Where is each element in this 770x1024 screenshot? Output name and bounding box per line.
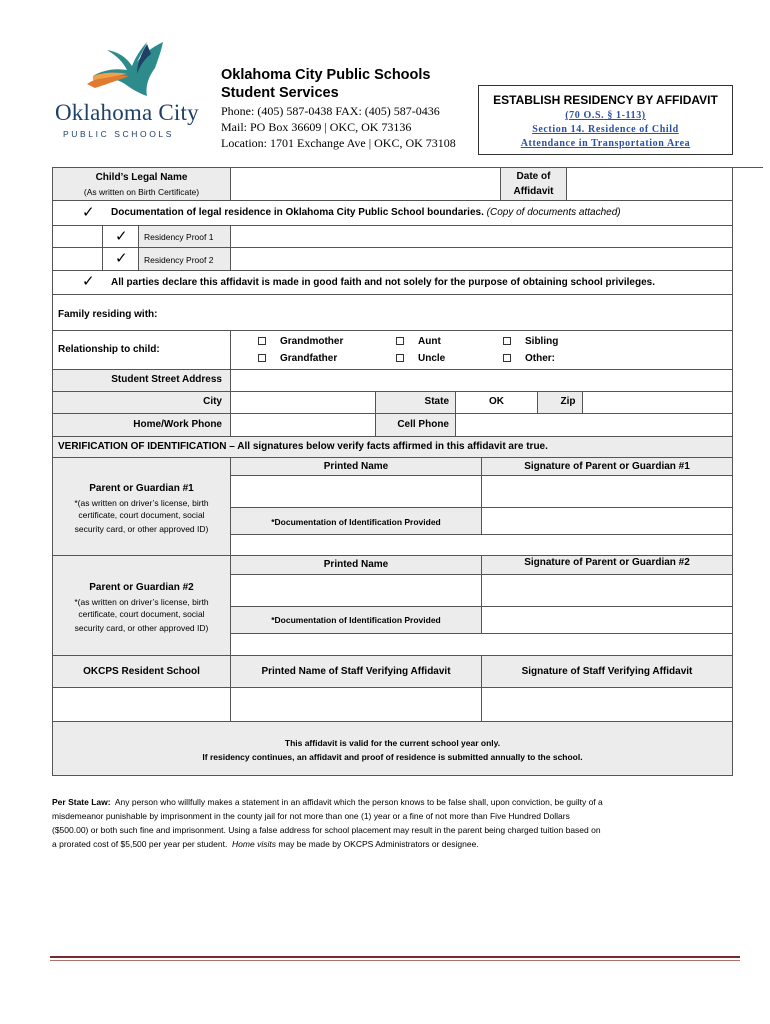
logo-name: Oklahoma City	[55, 100, 199, 125]
resident-school-input[interactable]	[52, 687, 231, 722]
pg1-sig-input[interactable]	[481, 475, 733, 508]
phone-label: Home/Work Phone	[133, 419, 222, 430]
aunt-checkbox[interactable]	[396, 337, 404, 345]
city-input[interactable]	[230, 391, 376, 414]
pg2-sig-input[interactable]	[481, 574, 733, 607]
doc-text: Documentation of legal residence in Oklahoma City Public School boundaries. (Copy of documents attached)	[111, 207, 621, 218]
statute-link[interactable]: (70 O.S. § 1-113)	[565, 110, 646, 121]
proof2-input[interactable]	[230, 247, 733, 271]
staff-name-input[interactable]	[230, 687, 482, 722]
uncle-label: Uncle	[418, 353, 446, 364]
date-label-1: Date of	[516, 171, 551, 182]
home-visits: Home visits	[232, 839, 276, 849]
resident-school-label: OKCPS Resident School	[83, 666, 200, 677]
proof1-input[interactable]	[230, 225, 733, 248]
state-label: State	[424, 396, 449, 407]
doc-italic: (Copy of documents attached)	[486, 207, 621, 218]
pg1-printed-name-label: Printed Name	[323, 461, 389, 472]
other-checkbox[interactable]	[503, 354, 511, 362]
header-location: Location: 1701 Exchange Ave | OKC, OK 73108	[221, 136, 456, 150]
logo-sub: PUBLIC SCHOOLS	[63, 129, 175, 139]
child-name-sub: (As written on Birth Certificate)	[83, 187, 200, 197]
relationship-label: Relationship to child:	[58, 344, 160, 355]
law-line-4: a prorated cost of $5,500 per year per student. Home visits may be made by OKCPS Administrators or designee.	[52, 839, 479, 849]
pg1-label: Parent or Guardian #1	[89, 483, 194, 494]
cell-label: Cell Phone	[397, 419, 449, 430]
grandmother-checkbox[interactable]	[258, 337, 266, 345]
family-label: Family residing with:	[58, 309, 158, 320]
staff-name-label: Printed Name of Staff Verifying Affidavit	[261, 666, 451, 677]
cell-input[interactable]	[455, 413, 733, 437]
zip-input[interactable]	[582, 391, 733, 414]
dept-name: Student Services	[221, 85, 339, 101]
pg1-printed-name-input[interactable]	[230, 475, 482, 508]
pg1-note-1: *(as written on driver’s license, birth	[74, 498, 209, 508]
other-label: Other:	[525, 353, 555, 364]
footer-rule	[50, 956, 740, 958]
sibling-checkbox[interactable]	[503, 337, 511, 345]
declare-text: All parties declare this affidavit is made in good faith and not solely for the purpose of obtaining school privileges.	[111, 277, 655, 288]
form-title: ESTABLISH RESIDENCY BY AFFIDAVIT	[493, 93, 718, 107]
header-rule	[733, 167, 763, 168]
title-box	[478, 85, 733, 155]
pg1-doc-input[interactable]	[481, 507, 733, 535]
proof-left-1	[52, 225, 103, 248]
state-value: OK	[489, 396, 504, 407]
grandfather-checkbox[interactable]	[258, 354, 266, 362]
pg1-doc-input-2[interactable]	[230, 534, 733, 556]
valid-line-2: If residency continues, an affidavit and proof of residence is submitted annually to the school.	[202, 752, 583, 762]
pg2-note-1: *(as written on driver’s license, birth	[74, 597, 209, 607]
attendance-link[interactable]: Attendance in Transportation Area	[520, 138, 691, 149]
header-phone: Phone: (405) 587-0438 FAX: (405) 587-0436	[221, 104, 440, 118]
grandfather-label: Grandfather	[280, 353, 338, 364]
pg1-sig-label: Signature of Parent or Guardian #1	[524, 461, 690, 472]
law-line-3: ($500.00) or both such fine and imprisonment. Using a false address for school placement may result in the parent being charged tuition based on	[52, 825, 601, 835]
uncle-checkbox[interactable]	[396, 354, 404, 362]
verification-text: VERIFICATION OF IDENTIFICATION – All signatures below verify facts affirmed in this affidavit are true.	[58, 441, 548, 452]
staff-sig-input[interactable]	[481, 687, 733, 722]
pg2-note-2: certificate, court document, social	[78, 609, 205, 619]
city-label: City	[203, 396, 222, 407]
staff-sig-label: Signature of Staff Verifying Affidavit	[521, 666, 693, 677]
pg1-note-2: certificate, court document, social	[78, 510, 205, 520]
zip-label: Zip	[560, 396, 576, 407]
pg2-doc-input[interactable]	[481, 606, 733, 634]
proof-left-2	[52, 247, 103, 271]
street-input[interactable]	[230, 369, 733, 392]
law-label: Per State Law:	[52, 797, 111, 807]
pg2-doc-input-2[interactable]	[230, 633, 733, 656]
section-link[interactable]: Section 14. Residence of Child	[532, 124, 679, 135]
grandmother-label: Grandmother	[280, 336, 344, 347]
pg2-printed-name-label: Printed Name	[323, 559, 389, 570]
date-input[interactable]	[566, 167, 733, 201]
law-line-2: misdemeanor punishable by imprisonment in the county jail for not more than one (1) year or a fine of not more than Five Hundred Dollars	[52, 811, 570, 821]
proof2-label: Residency Proof 2	[144, 255, 214, 265]
valid-box	[52, 721, 733, 776]
declare-check-icon[interactable]: ✓	[82, 273, 95, 290]
header-mail: Mail: PO Box 36609 | OKC, OK 73136	[221, 120, 412, 134]
street-label: Student Street Address	[111, 374, 222, 385]
doc-check-icon[interactable]: ✓	[82, 204, 95, 221]
child-name-label: Child’s Legal Name	[95, 172, 188, 183]
pg1-note-3: security card, or other approved ID)	[74, 524, 209, 534]
footer-rule-thin	[50, 960, 740, 961]
date-label-2: Affidavit	[513, 186, 554, 197]
pg2-note-3: security card, or other approved ID)	[74, 623, 209, 633]
pg1-doc-label: *Documentation of Identification Provided	[271, 517, 441, 527]
proof2-check-icon[interactable]: ✓	[115, 250, 128, 267]
bird-logo-icon	[85, 40, 165, 102]
child-name-input[interactable]	[230, 167, 501, 201]
org-name: Oklahoma City Public Schools	[221, 67, 431, 83]
proof1-label: Residency Proof 1	[144, 232, 214, 242]
pg2-label: Parent or Guardian #2	[89, 582, 194, 593]
pg2-printed-name-input[interactable]	[230, 574, 482, 607]
ocps-logo	[55, 40, 199, 140]
aunt-label: Aunt	[418, 336, 441, 347]
sibling-label: Sibling	[525, 336, 559, 347]
pg2-doc-label: *Documentation of Identification Provided	[271, 615, 441, 625]
pg2-sig-label: Signature of Parent or Guardian #2	[524, 557, 690, 568]
law-line-1: Per State Law: Any person who willfully makes a statement in an affidavit which the person knows to be false shall, upon conviction, be guilty of a	[52, 797, 603, 807]
phone-input[interactable]	[230, 413, 376, 437]
valid-line-1: This affidavit is valid for the current school year only.	[284, 738, 501, 748]
proof1-check-icon[interactable]: ✓	[115, 228, 128, 245]
